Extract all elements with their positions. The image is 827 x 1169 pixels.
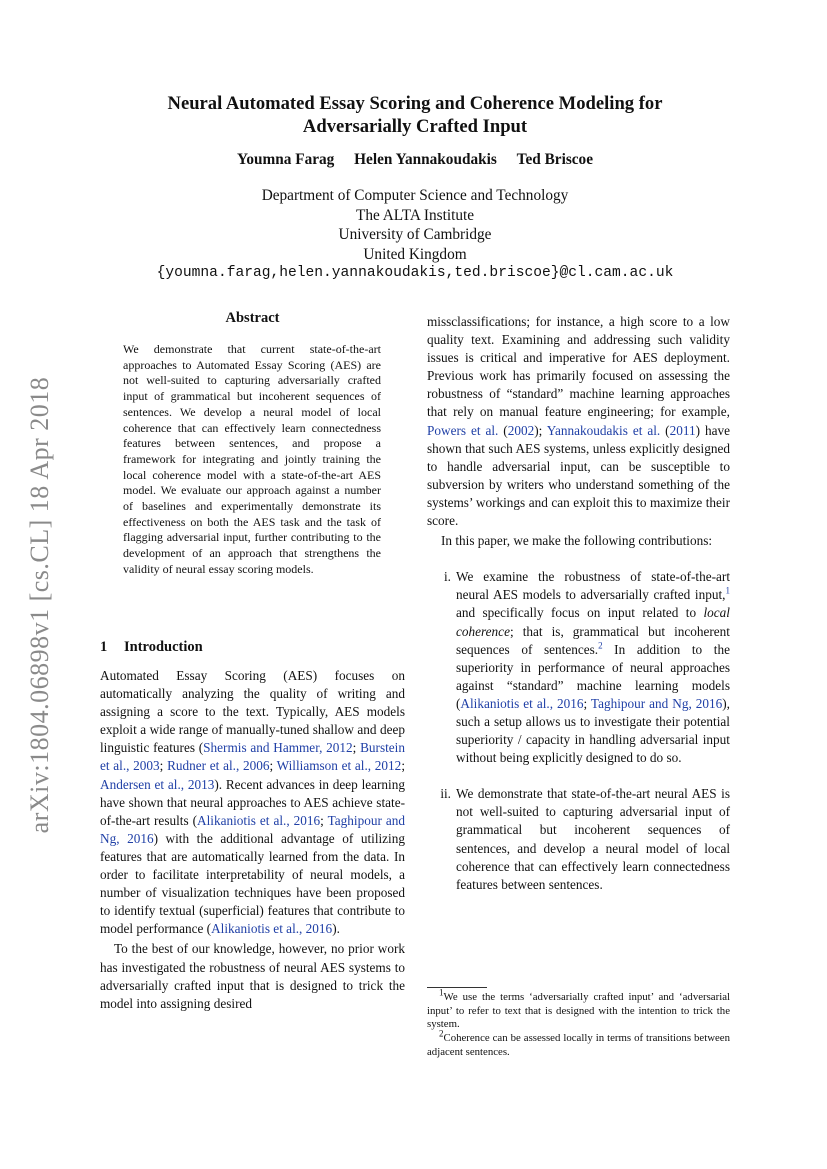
contributions-intro: In this paper, we make the following contributions: bbox=[441, 533, 713, 549]
text-run: In addition to the superiority in performance of neural approaches against “standard” machine learning models ( bbox=[456, 641, 730, 711]
text-run: Automated Essay Scoring (AES) focuses on automatically analyzing the quality of writing and assigning a score to the text. Typically, AES models exploit a wide range of manually-tuned shallow and deep linguistic features ( bbox=[100, 668, 405, 756]
list-marker: ii. bbox=[440, 786, 451, 802]
citation-year-link[interactable]: 2011 bbox=[669, 422, 696, 438]
department: Department of Computer Science and Technology bbox=[261, 187, 569, 204]
text-run: ). Recent advances in deep learning have shown that neural approaches to AES achieve state-of-the-art results ( bbox=[100, 776, 405, 828]
section-heading-introduction bbox=[100, 639, 203, 656]
institute: The ALTA Institute bbox=[355, 206, 475, 224]
text-run: ( bbox=[498, 422, 508, 438]
text-run: ; bbox=[159, 758, 168, 774]
text-run: and specifically focus on input related to bbox=[456, 605, 704, 621]
intro-paragraph-continued bbox=[427, 313, 730, 530]
footnote-mark: 2 bbox=[439, 1028, 444, 1039]
text-run: ), such a setup allows us to investigate their potential superiority / capacity in handling adversarial input without being explicitly designed to do so. bbox=[456, 695, 730, 766]
footnote-text: We use the terms ‘adversarially crafted input’ and ‘adversarial input’ to refer to text that is designed with the intention to trick the system. bbox=[427, 991, 730, 1031]
author-list bbox=[80, 151, 750, 169]
contribution-item bbox=[427, 785, 730, 894]
citation-link[interactable]: Andersen et al., 2013 bbox=[100, 776, 215, 792]
section-number: 1 bbox=[100, 639, 108, 655]
left-column bbox=[100, 667, 405, 1013]
right-column bbox=[427, 313, 730, 894]
footnote-ref-link[interactable]: 1 bbox=[725, 585, 730, 596]
emphasis: local coherence bbox=[456, 605, 730, 639]
citation-link[interactable]: Rudner et al., 2006 bbox=[167, 758, 270, 774]
citation-link[interactable]: Powers et al. bbox=[427, 422, 499, 438]
text-run: We examine the robustness of state-of-the-art neural AES models to adversarially crafted input, bbox=[456, 569, 730, 603]
citation-link[interactable]: Alikaniotis et al., 2016 bbox=[197, 812, 321, 828]
text-run: ; bbox=[583, 695, 591, 711]
arxiv-identifier: arXiv:1804.06898v1 [cs.CL] 18 Apr 2018 bbox=[25, 376, 54, 834]
author-emails: {youmna.farag,helen.yannakoudakis,ted.briscoe}@cl.cam.ac.uk bbox=[156, 265, 674, 281]
text-run: ; that is, grammatical but incoherent sequences of sentences. bbox=[456, 623, 730, 657]
footnote-divider bbox=[427, 987, 487, 988]
section-title: Introduction bbox=[124, 639, 203, 655]
citation-link[interactable]: Taghipour and Ng, 2016 bbox=[100, 812, 405, 846]
affiliation-block bbox=[80, 186, 750, 284]
author-name: Youmna Farag bbox=[237, 151, 335, 168]
citation-link[interactable]: Williamson et al., 2012 bbox=[276, 758, 402, 774]
text-run: ( bbox=[660, 422, 670, 438]
text-run: ) have shown that such AES systems, unless explicitly designed to handle adversarial input, can be susceptible to subversion by writers who understand something of the systems’ workings and can exploit this to maximize their score. bbox=[427, 422, 730, 529]
intro-paragraph-2: To the best of our knowledge, however, no prior work has investigated the robustness of neural AES systems to adversarially crafted input that is designed to trick the model into assigning desired bbox=[100, 941, 405, 1011]
author-name: Ted Briscoe bbox=[516, 151, 593, 168]
text-run: We demonstrate that state-of-the-art neural AES is not well-suited to capturing adversarial input of grammatical but incoherent sequences of sentences, and develop a neural model of local coherence that can effectively learn connectedness features between sentences. bbox=[456, 786, 730, 892]
text-run: missclassifications; for instance, a high score to a low quality text. Examining and addressing such validity issues is critical and imperative for AES deployment. Previous work has primarily focused on assessing the robustness of “standard” machine learning approaches that rely on manual feature engineering; for example, bbox=[427, 314, 730, 420]
text-run: ). bbox=[332, 921, 340, 937]
citation-link[interactable]: Taghipour and Ng, 2016 bbox=[590, 695, 723, 711]
intro-paragraph-1 bbox=[100, 667, 405, 938]
text-run: ); bbox=[534, 422, 547, 438]
contribution-item bbox=[427, 568, 730, 767]
footnote-text: Coherence can be assessed locally in terms of transitions between adjacent sentences. bbox=[427, 1032, 730, 1058]
footnotes bbox=[427, 987, 730, 1060]
citation-link[interactable]: Burstein et al., 2003 bbox=[100, 740, 405, 774]
text-run: ) with the additional advantage of utilizing features that are automatically learned from the data. In order to facilitate interpretability of neural models, a number of visualization techniques have been proposed to identify textual (superficial) features that contribute to model performance ( bbox=[100, 830, 405, 937]
text-run: ; bbox=[401, 758, 405, 774]
citation-link[interactable]: Shermis and Hammer, 2012 bbox=[203, 740, 353, 756]
footnote bbox=[427, 1028, 730, 1059]
title-line-1: Neural Automated Essay Scoring and Coherence Modeling for bbox=[167, 93, 663, 114]
text-run: ; bbox=[269, 758, 277, 774]
footnote bbox=[427, 987, 730, 1032]
university: University of Cambridge bbox=[338, 226, 492, 243]
footnote-ref-link[interactable]: 2 bbox=[598, 640, 603, 651]
citation-link[interactable]: Alikaniotis et al., 2016 bbox=[460, 695, 584, 711]
paper-title bbox=[80, 92, 750, 138]
country: United Kingdom bbox=[363, 245, 467, 263]
text-run: ; bbox=[320, 812, 328, 828]
author-name: Helen Yannakoudakis bbox=[354, 151, 497, 168]
text-run: ; bbox=[352, 740, 361, 756]
citation-year-link[interactable]: 2002 bbox=[507, 422, 535, 438]
abstract-heading: Abstract bbox=[225, 310, 280, 326]
citation-link[interactable]: Alikaniotis et al., 2016 bbox=[211, 921, 333, 937]
list-marker: i. bbox=[444, 569, 451, 585]
footnote-mark: 1 bbox=[439, 987, 444, 998]
title-line-2: Adversarially Crafted Input bbox=[302, 116, 528, 137]
citation-link[interactable]: Yannakoudakis et al. bbox=[546, 422, 661, 438]
abstract-text: We demonstrate that current state-of-the-art approaches to Automated Essay Scoring (AES) are not well-suited to capturing adversarially crafted input of grammatical but incoherent sequences of sentences. We develop a neural model of local coherence that can effectively learn connectedness features between sentences, and propose a framework for integrating and jointly training the local coherence model with a state-of-the-art AES model. We evaluate our approach against a number of baselines and experimentally demonstrate its effectiveness on both the AES task and the task of flagging adversarial input, further contributing to the development of an approach that strengthens the validity of neural essay scoring models. bbox=[123, 342, 381, 576]
